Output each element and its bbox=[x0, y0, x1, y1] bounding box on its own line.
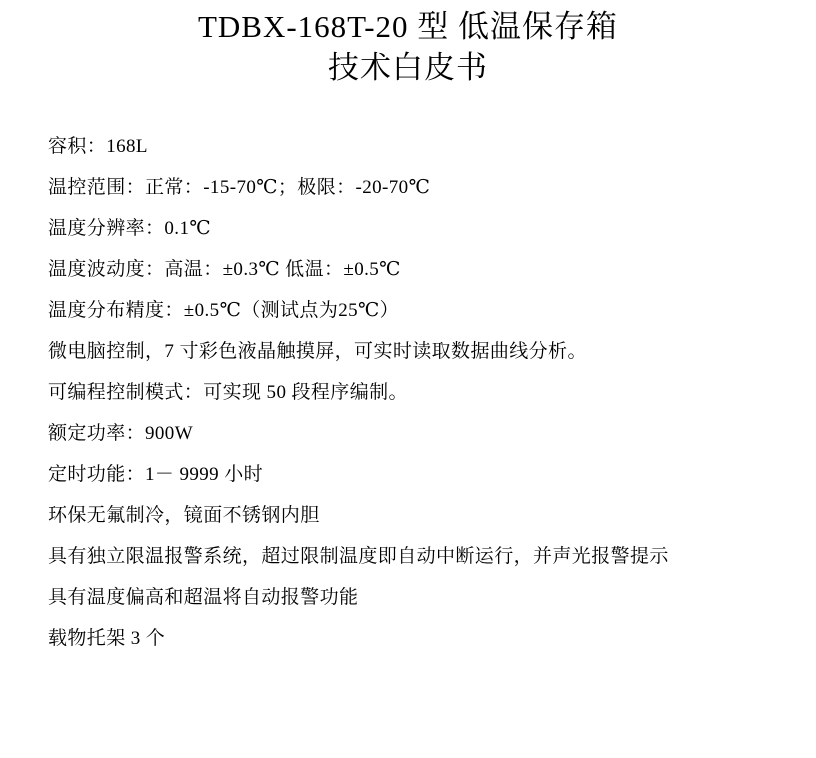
spec-line: 可编程控制模式：可实现 50 段程序编制。 bbox=[48, 382, 408, 403]
spec-line: 温度波动度：高温：±0.3℃ 低温：±0.5℃ bbox=[48, 259, 401, 280]
spec-line: 具有独立限温报警系统，超过限制温度即自动中断运行，并声光报警提示 bbox=[48, 546, 669, 567]
spec-line: 温度分布精度：±0.5℃（测试点为25℃） bbox=[48, 300, 400, 321]
spec-line: 容积：168L bbox=[48, 136, 148, 157]
spec-line: 具有温度偏高和超温将自动报警功能 bbox=[48, 587, 359, 608]
title-line-1: TDBX-168T-20 型 低温保存箱 bbox=[197, 9, 619, 44]
spec-line: 定时功能：1－ 9999 小时 bbox=[48, 464, 264, 485]
spec-line: 载物托架 3 个 bbox=[48, 628, 166, 649]
spec-line: 环保无氟制冷，镜面不锈钢内胆 bbox=[48, 505, 320, 526]
specification-list bbox=[0, 126, 816, 659]
title-line-2: 技术白皮书 bbox=[328, 50, 488, 85]
spec-line: 微电脑控制，7 寸彩色液晶触摸屏，可实时读取数据曲线分析。 bbox=[48, 341, 587, 362]
document-title bbox=[0, 0, 816, 88]
spec-line: 温度分辨率：0.1℃ bbox=[48, 218, 212, 239]
spec-line: 额定功率：900W bbox=[48, 423, 194, 444]
spec-line: 温控范围：正常：-15-70℃；极限：-20-70℃ bbox=[48, 177, 431, 198]
